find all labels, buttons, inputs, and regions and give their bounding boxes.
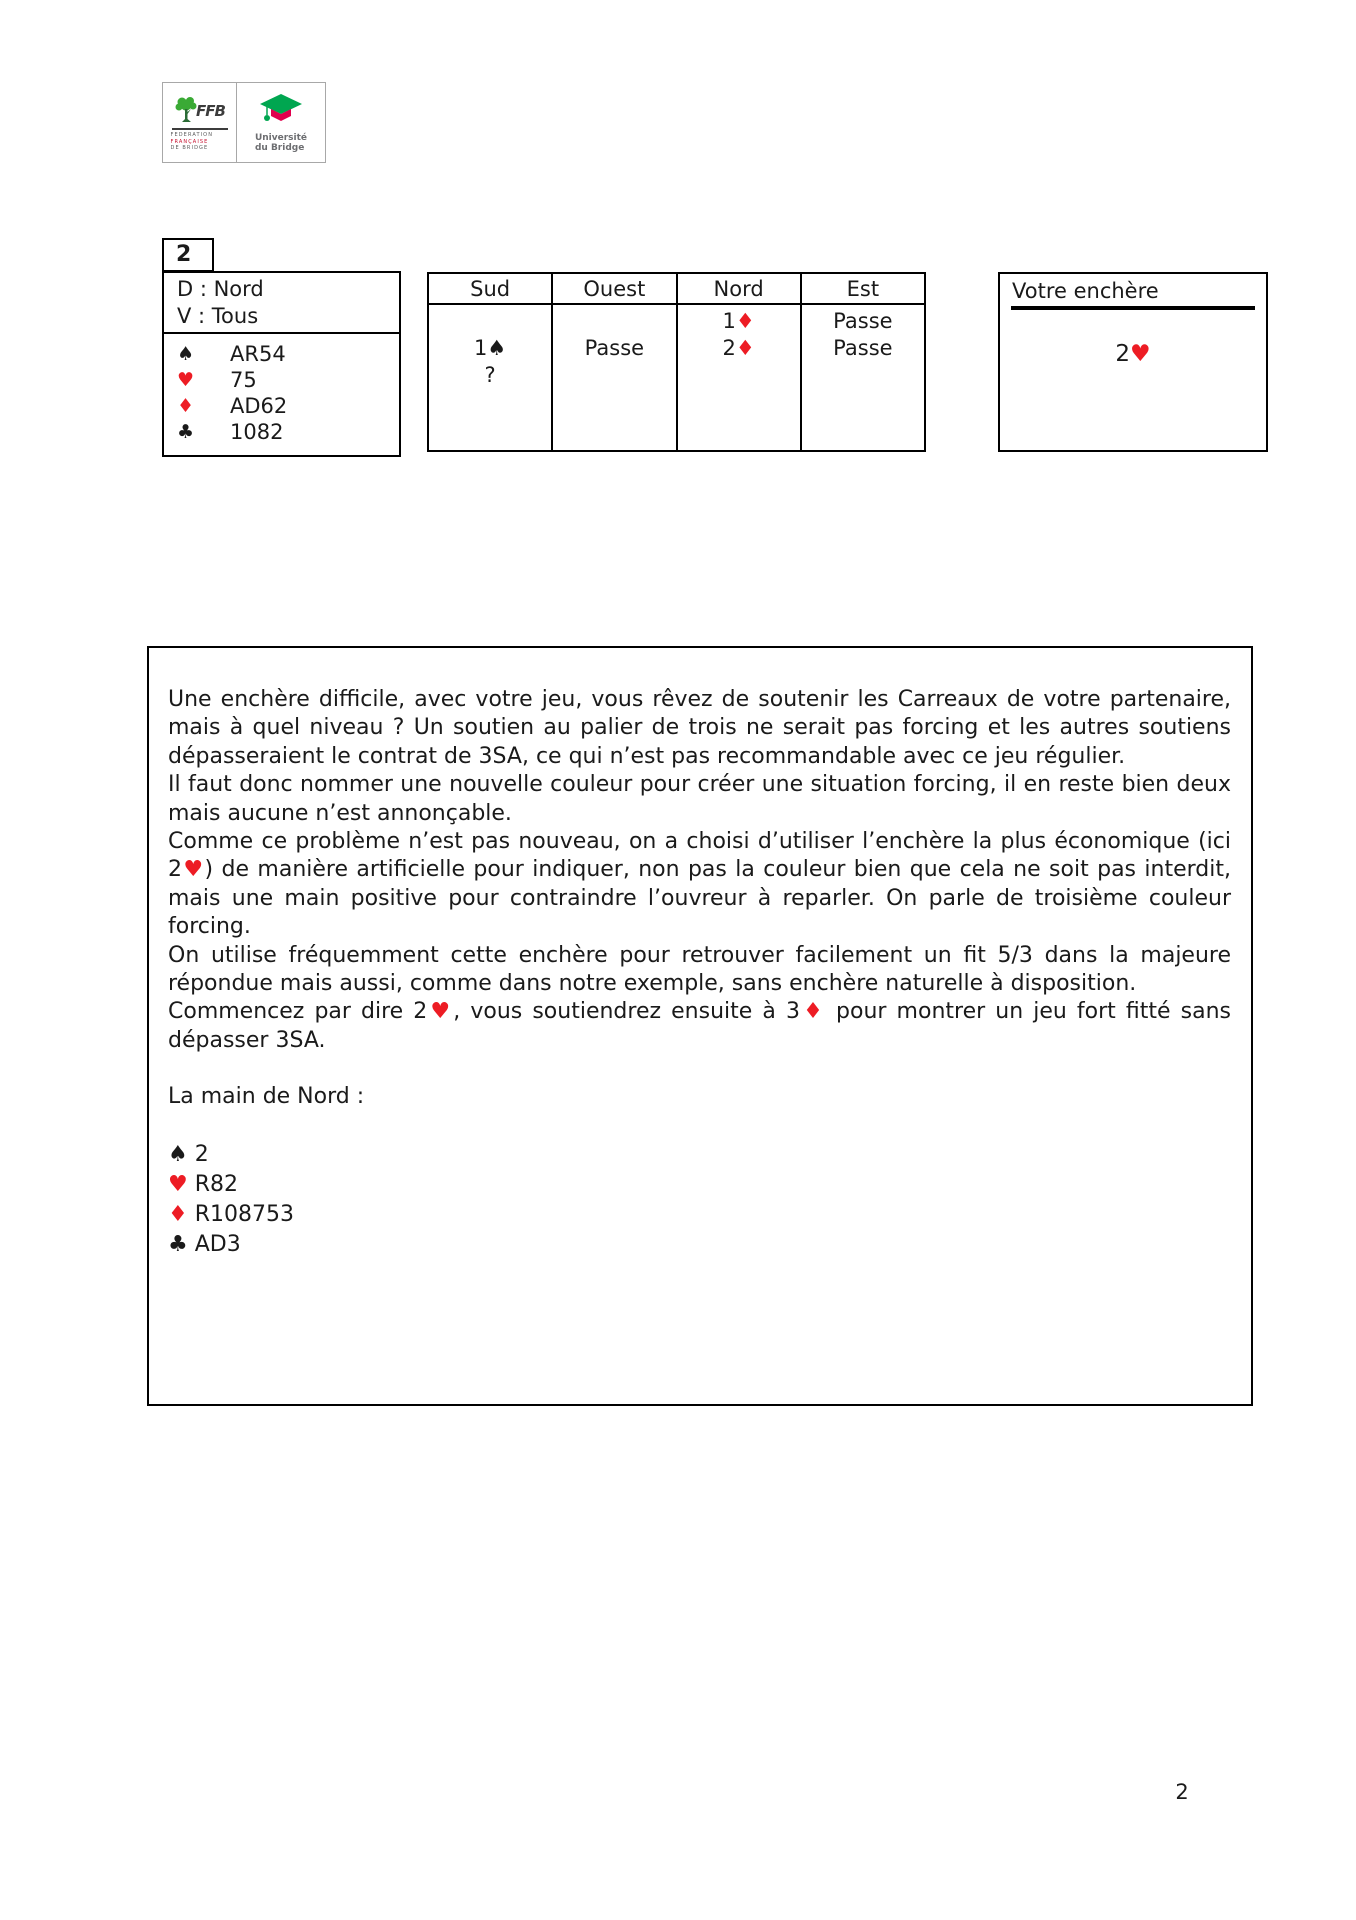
universite-du-bridge-logo: [237, 83, 325, 162]
heart-cards: 75: [230, 368, 257, 392]
bid: 2♦: [722, 336, 755, 360]
club-icon: ♣: [177, 421, 195, 443]
ffb-tree-icon: [174, 95, 198, 127]
bid: [553, 362, 675, 389]
spade-icon: ♠: [177, 343, 195, 365]
deal-box: [162, 271, 401, 457]
bid: [553, 308, 675, 335]
bid: Passe: [833, 309, 893, 333]
explanation-paragraph: Commencez par dire 2♥, vous soutiendrez ensuite à 3♦ pour montrer un jeu fort fitté sans dépasser 3SA.: [168, 999, 1232, 1053]
ffb-logo: [163, 83, 237, 162]
bidding-header-est: Est: [801, 273, 925, 304]
udb-label-line: Université: [254, 132, 308, 143]
explanation-paragraph: Il faut donc nommer une nouvelle couleur pour créer une situation forcing, il en reste bien deux mais aucune n’est annonçable.: [168, 772, 1231, 826]
answer-title: Votre enchère: [1012, 279, 1159, 303]
north-hand-hearts: ♥ R82: [168, 1171, 239, 1197]
north-hand-diamonds: ♦ R108753: [168, 1202, 294, 1228]
bid: Passe: [833, 336, 893, 360]
bidding-header-sud: Sud: [428, 273, 552, 304]
universite-du-bridge-label: [255, 133, 307, 153]
blank-line: [168, 1112, 1231, 1140]
heart-icon: ♥: [177, 369, 195, 391]
explanation-paragraph: Comme ce problème n’est pas nouveau, on a choisi d’utiliser l’enchère la plus économique (ici 2♥) de manière artificielle pour indiquer, non pas la couleur bien que cela ne soit pas interdit, mais une main positive pour contraindre l’ouvreur à reparler. On parle de troisième couleur forcing.: [168, 829, 1231, 940]
deal-hand: [164, 334, 399, 445]
bid: ?: [484, 363, 496, 387]
dealer-line: D : Nord: [177, 277, 264, 301]
exercise-number-box: 2: [162, 238, 214, 272]
explanation-box: [147, 646, 1253, 1406]
ffb-divider: [172, 128, 228, 130]
bidding-header-ouest: Ouest: [552, 273, 676, 304]
header-logos: [162, 82, 326, 163]
answer-underline: [1011, 306, 1255, 310]
north-hand-clubs: ♣ AD3: [168, 1232, 241, 1258]
udb-label-line: du Bridge: [254, 142, 305, 153]
bidding-col-ouest: [552, 304, 676, 451]
page-number: 2: [1175, 1780, 1189, 1804]
bid: Passe: [584, 336, 645, 360]
bid: [429, 308, 551, 335]
answer-box: [998, 272, 1268, 452]
hand-row-hearts: [177, 367, 399, 393]
explanation-paragraph: Une enchère difficile, avec votre jeu, vous rêvez de soutenir les Carreaux de votre partenaire, mais à quel niveau ? Un soutien au palier de trois ne serait pas forcing et les autres soutiens dépasseraient le contrat de 3SA, ce qui n’est pas recommandable avec ce jeu régulier.: [168, 687, 1231, 769]
blank-line: [168, 1055, 1231, 1083]
bidding-header-row: [428, 273, 925, 304]
bid: [802, 362, 924, 389]
diamond-cards: AD62: [230, 394, 288, 418]
ffb-acronym: FFB: [196, 102, 225, 121]
bidding-header-nord: Nord: [677, 273, 801, 304]
spade-cards: AR54: [230, 342, 286, 366]
ffb-caption: [171, 132, 229, 152]
ffb-caption-line: FRANÇAISE: [170, 138, 209, 145]
ffb-caption-line: DE BRIDGE: [170, 145, 209, 152]
bid: 1♦: [722, 309, 755, 333]
north-hand-spades: ♠ 2: [168, 1141, 209, 1167]
ffb-caption-line: FEDERATION: [170, 132, 214, 139]
north-hand-list: [168, 1140, 1231, 1261]
bidding-col-est: [801, 304, 925, 451]
bidding-col-nord: [677, 304, 801, 451]
diamond-icon: ♦: [177, 395, 195, 417]
bid: [678, 362, 800, 389]
bidding-body-row: [428, 304, 925, 451]
explanation-paragraph: On utilise fréquemment cette enchère pour retrouver facilement un fit 5/3 dans la majeure répondue mais aussi, comme dans notre exemple, sans enchère naturelle à disposition.: [168, 942, 1231, 997]
club-cards: 1082: [230, 420, 284, 444]
bid: 1♠: [474, 336, 507, 360]
answer-bid: 2♥: [1115, 341, 1151, 367]
north-hand-label: La main de Nord :: [168, 1084, 365, 1110]
deal-header: [164, 273, 399, 334]
ffb-logo-top: [174, 95, 225, 127]
hand-row-clubs: [177, 419, 399, 445]
bidding-col-sud: [428, 304, 552, 451]
graduation-cap-icon: [259, 93, 303, 131]
bidding-table: [427, 272, 926, 452]
hand-row-spades: [177, 341, 399, 367]
hand-row-diamonds: [177, 393, 399, 419]
vulnerability-line: V : Tous: [177, 304, 259, 328]
